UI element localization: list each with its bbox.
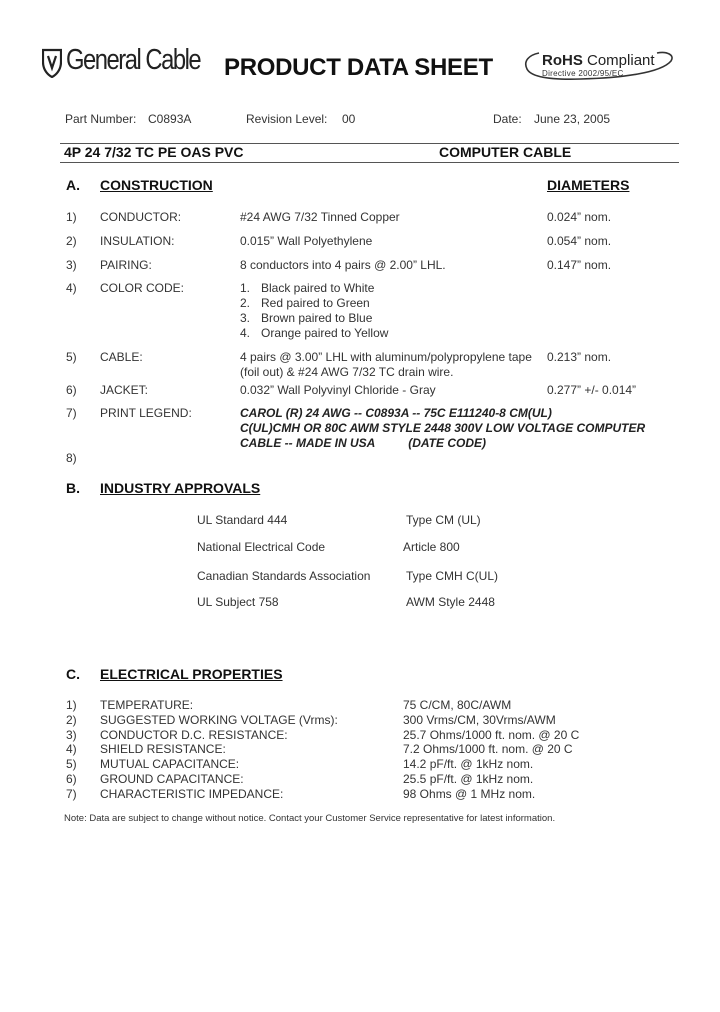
color-code-num: 4. bbox=[240, 326, 251, 340]
construction-desc: #24 AWG 7/32 Tinned Copper bbox=[240, 210, 400, 224]
construction-desc-line2: (foil out) & #24 AWG 7/32 TC drain wire. bbox=[240, 365, 454, 379]
construction-num: 1) bbox=[66, 210, 77, 224]
electrical-value: 300 Vrms/CM, 30Vrms/AWM bbox=[403, 713, 556, 727]
color-code-text: Black paired to White bbox=[261, 281, 375, 295]
electrical-num: 2) bbox=[66, 713, 77, 727]
construction-num: 2) bbox=[66, 234, 77, 248]
part-number-value: C0893A bbox=[148, 112, 192, 126]
electrical-label: MUTUAL CAPACITANCE: bbox=[100, 757, 240, 771]
construction-label: PAIRING: bbox=[100, 258, 152, 272]
electrical-value: 25.5 pF/ft. @ 1kHz nom. bbox=[403, 772, 534, 786]
approval-standard: Canadian Standards Association bbox=[197, 569, 371, 583]
brand-name: General Cable bbox=[66, 44, 201, 76]
electrical-label: CHARACTERISTIC IMPEDANCE: bbox=[100, 787, 284, 801]
electrical-value: 75 C/CM, 80C/AWM bbox=[403, 698, 512, 712]
construction-diam: 0.277” +/- 0.014” bbox=[547, 383, 637, 397]
electrical-num: 1) bbox=[66, 698, 77, 712]
approval-type: Type CMH C(UL) bbox=[406, 569, 499, 583]
construction-desc: 0.032” Wall Polyvinyl Chloride - Gray bbox=[240, 383, 436, 397]
print-legend-line: C(UL)CMH OR 80C AWM STYLE 2448 300V LOW VOLTAGE COMPUTER bbox=[240, 421, 646, 435]
diameters-title: DIAMETERS bbox=[547, 177, 630, 193]
color-code-num: 1. bbox=[240, 281, 251, 295]
date-value: June 23, 2005 bbox=[534, 112, 611, 126]
rohs-label: RoHS Compliant bbox=[542, 52, 655, 69]
construction-diam: 0.054” nom. bbox=[547, 234, 612, 248]
construction-label: COLOR CODE: bbox=[100, 281, 185, 295]
electrical-label: GROUND CAPACITANCE: bbox=[100, 772, 244, 786]
section-c-title: ELECTRICAL PROPERTIES bbox=[100, 666, 283, 682]
electrical-label: TEMPERATURE: bbox=[100, 698, 194, 712]
product-type: COMPUTER CABLE bbox=[439, 144, 572, 160]
print-legend-line: CAROL (R) 24 AWG -- C0893A -- 75C E111240-8 CM(UL) bbox=[240, 406, 552, 420]
construction-desc: 0.015” Wall Polyethylene bbox=[240, 234, 373, 248]
section-c-letter: C. bbox=[66, 666, 80, 682]
electrical-value: 98 Ohms @ 1 MHz nom. bbox=[403, 787, 536, 801]
electrical-num: 7) bbox=[66, 787, 77, 801]
section-a-letter: A. bbox=[66, 177, 80, 193]
product-name: 4P 24 7/32 TC PE OAS PVC bbox=[64, 144, 244, 160]
approval-type: Type CM (UL) bbox=[406, 513, 481, 527]
electrical-value: 25.7 Ohms/1000 ft. nom. @ 20 C bbox=[403, 728, 580, 742]
date-label: Date: bbox=[493, 112, 522, 126]
general-cable-shield-icon bbox=[42, 48, 62, 78]
construction-desc: 4 pairs @ 3.00” LHL with aluminum/polypropylene tape bbox=[240, 350, 532, 364]
electrical-value: 7.2 Ohms/1000 ft. nom. @ 20 C bbox=[403, 742, 573, 756]
construction-desc: 8 conductors into 4 pairs @ 2.00” LHL. bbox=[240, 258, 446, 272]
construction-label: CABLE: bbox=[100, 350, 143, 364]
electrical-num: 6) bbox=[66, 772, 77, 786]
electrical-num: 5) bbox=[66, 757, 77, 771]
electrical-value: 14.2 pF/ft. @ 1kHz nom. bbox=[403, 757, 534, 771]
color-code-num: 3. bbox=[240, 311, 251, 325]
approval-standard: UL Subject 758 bbox=[197, 595, 279, 609]
electrical-label: SUGGESTED WORKING VOLTAGE (Vrms): bbox=[100, 713, 338, 727]
electrical-num: 3) bbox=[66, 728, 77, 742]
construction-num: 3) bbox=[66, 258, 77, 272]
color-code-text: Brown paired to Blue bbox=[261, 311, 373, 325]
color-code-num: 2. bbox=[240, 296, 251, 310]
construction-diam: 0.213” nom. bbox=[547, 350, 612, 364]
page-title: PRODUCT DATA SHEET bbox=[224, 54, 493, 81]
approval-standard: National Electrical Code bbox=[197, 540, 326, 554]
construction-num: 8) bbox=[66, 451, 77, 465]
section-b-title: INDUSTRY APPROVALS bbox=[100, 480, 261, 496]
construction-label: JACKET: bbox=[100, 383, 149, 397]
footnote: Note: Data are subject to change without notice. Contact your Customer Service representative for latest information. bbox=[64, 813, 556, 824]
construction-diam: 0.147” nom. bbox=[547, 258, 612, 272]
approval-standard: UL Standard 444 bbox=[197, 513, 288, 527]
construction-diam: 0.024” nom. bbox=[547, 210, 612, 224]
color-code-text: Orange paired to Yellow bbox=[261, 326, 389, 340]
section-b-letter: B. bbox=[66, 480, 80, 496]
electrical-num: 4) bbox=[66, 742, 77, 756]
print-legend-line: CABLE -- MADE IN USA (DATE CODE) bbox=[240, 436, 486, 450]
section-a-title: CONSTRUCTION bbox=[100, 177, 213, 193]
divider-bottom bbox=[60, 162, 679, 163]
approval-type: Article 800 bbox=[403, 540, 460, 554]
approval-type: AWM Style 2448 bbox=[406, 595, 495, 609]
construction-num: 5) bbox=[66, 350, 77, 364]
part-number-label: Part Number: bbox=[65, 112, 137, 126]
rohs-directive: Directive 2002/95/EC bbox=[542, 69, 624, 78]
construction-label: INSULATION: bbox=[100, 234, 175, 248]
color-code-text: Red paired to Green bbox=[261, 296, 370, 310]
construction-num: 6) bbox=[66, 383, 77, 397]
construction-num: 7) bbox=[66, 406, 77, 420]
electrical-label: CONDUCTOR D.C. RESISTANCE: bbox=[100, 728, 288, 742]
revision-label: Revision Level: bbox=[246, 112, 328, 126]
revision-value: 00 bbox=[342, 112, 356, 126]
construction-num: 4) bbox=[66, 281, 77, 295]
electrical-label: SHIELD RESISTANCE: bbox=[100, 742, 226, 756]
construction-label: CONDUCTOR: bbox=[100, 210, 182, 224]
construction-label: PRINT LEGEND: bbox=[100, 406, 192, 420]
